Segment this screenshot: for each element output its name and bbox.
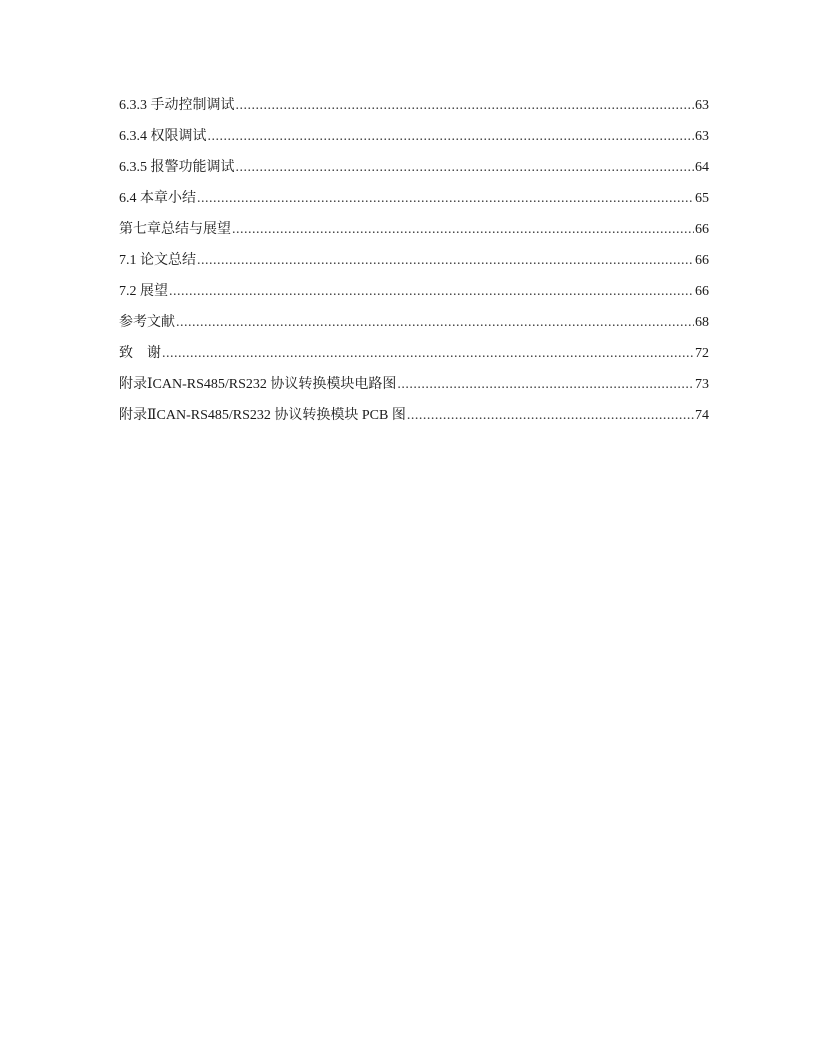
toc-dot-leader xyxy=(176,313,694,333)
toc-entry[interactable] xyxy=(119,220,709,251)
toc-page-number: 74 xyxy=(695,408,709,423)
toc-dot-leader xyxy=(397,375,694,395)
toc-entry-title: 6.3.4 权限调试 xyxy=(119,129,207,144)
toc-entry-title: 致 谢 xyxy=(119,346,161,361)
toc-entry-title: 附录ⅠCAN-RS485/RS232 协议转换模块电路图 xyxy=(119,377,397,392)
toc-entry[interactable] xyxy=(119,344,709,375)
toc-entry[interactable] xyxy=(119,251,709,282)
toc-dot-leader xyxy=(197,251,694,271)
toc-entry-title: 第七章总结与展望 xyxy=(119,222,231,237)
toc-dot-leader xyxy=(169,282,694,302)
toc-entry-title: 7.2 展望 xyxy=(119,284,168,299)
toc-entry[interactable] xyxy=(119,375,709,406)
toc-page-number: 66 xyxy=(695,284,709,299)
toc-entry[interactable] xyxy=(119,127,709,158)
toc-page-number: 63 xyxy=(695,98,709,113)
toc-dot-leader xyxy=(236,96,695,116)
toc-page-number: 66 xyxy=(695,222,709,237)
toc-dot-leader xyxy=(197,189,694,209)
toc-dot-leader xyxy=(208,127,695,147)
toc-dot-leader xyxy=(236,158,695,178)
toc-page-number: 68 xyxy=(695,315,709,330)
toc-page-number: 73 xyxy=(695,377,709,392)
toc-entry-title: 6.3.5 报警功能调试 xyxy=(119,160,235,175)
toc-entry[interactable] xyxy=(119,96,709,127)
toc-entry[interactable] xyxy=(119,313,709,344)
toc-page-number: 65 xyxy=(695,191,709,206)
toc-dot-leader xyxy=(407,406,694,426)
toc-entry-title: 附录ⅡCAN-RS485/RS232 协议转换模块 PCB 图 xyxy=(119,408,406,423)
toc-entry-title: 参考文献 xyxy=(119,315,175,330)
toc-dot-leader xyxy=(232,220,694,240)
toc-page-number: 63 xyxy=(695,129,709,144)
toc-page-number: 66 xyxy=(695,253,709,268)
toc-page-number: 72 xyxy=(695,346,709,361)
toc-dot-leader xyxy=(162,344,694,364)
toc-entry-title: 7.1 论文总结 xyxy=(119,253,196,268)
toc-entry[interactable] xyxy=(119,282,709,313)
toc-entry-title: 6.3.3 手动控制调试 xyxy=(119,98,235,113)
table-of-contents xyxy=(119,96,709,437)
toc-entry-title: 6.4 本章小结 xyxy=(119,191,196,206)
toc-page-number: 64 xyxy=(695,160,709,175)
toc-entry[interactable] xyxy=(119,189,709,220)
toc-entry[interactable] xyxy=(119,158,709,189)
toc-entry[interactable] xyxy=(119,406,709,437)
